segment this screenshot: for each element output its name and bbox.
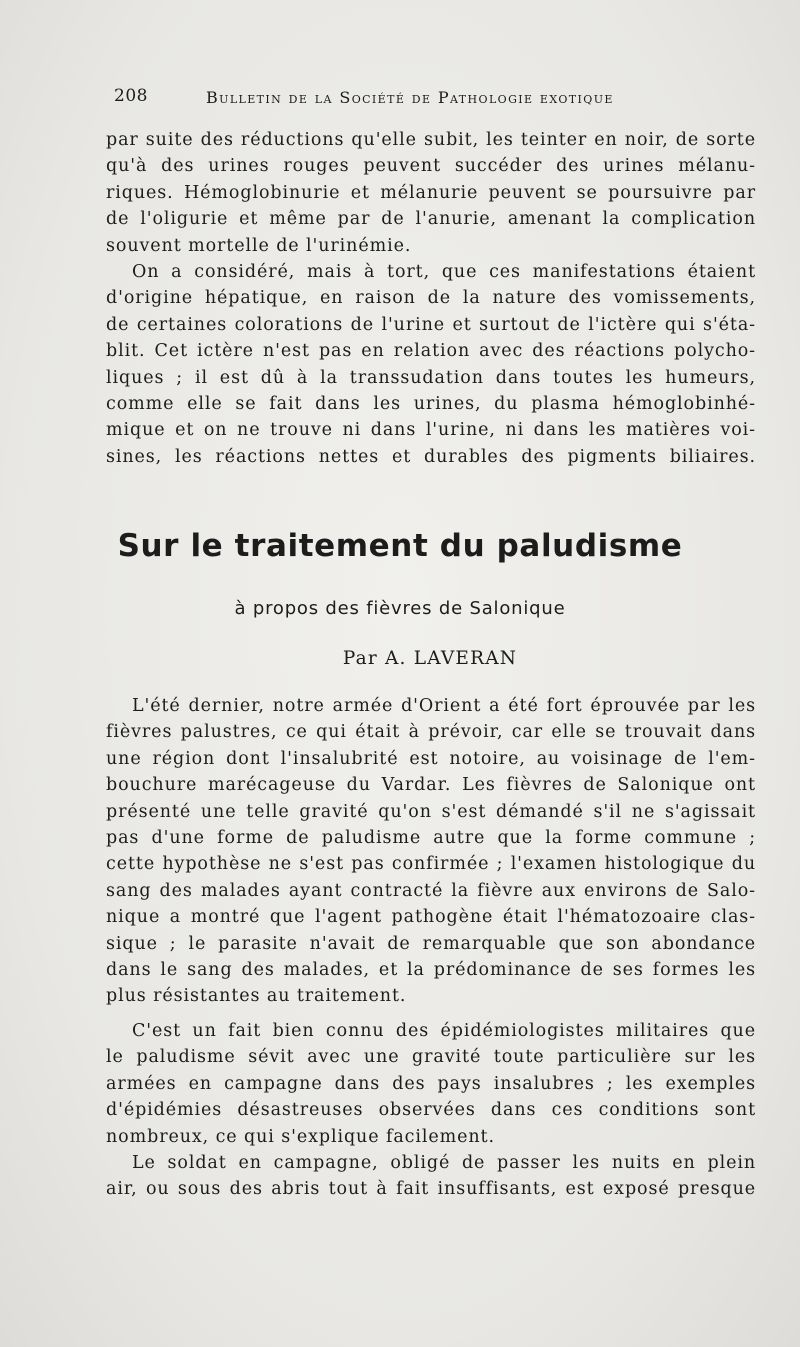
text-line: pas d'une forme de paludisme autre que la forme commune ; — [106, 827, 756, 848]
paragraph-article-2 — [106, 1018, 756, 1150]
text-line: de l'oligurie et même par de l'anurie, amenant la complication — [106, 209, 756, 230]
page-number: 208 — [114, 86, 148, 106]
text-line: L'été dernier, notre armée d'Orient a été fort éprouvée par les — [132, 696, 756, 716]
text-line: nique a montré que l'agent pathogène était l'hématozoaire clas- — [106, 907, 756, 928]
text-line: armées en campagne dans des pays insalubres ; les exemples — [106, 1073, 756, 1094]
text-line: riques. Hémoglobinurie et mélanurie peuvent se poursuivre par — [106, 182, 756, 203]
text-line: d'origine hépatique, en raison de la nature des vomissements, — [106, 288, 756, 309]
running-head — [114, 86, 674, 110]
text-line: nombreux, ce qui s'explique facilement. — [106, 1126, 495, 1147]
text-line: le paludisme sévit avec une gravité toute particulière sur les — [106, 1047, 756, 1068]
article-subtitle: à propos des fièvres de Salonique — [234, 598, 566, 619]
text-line: Le soldat en campagne, obligé de passer les nuits en plein — [132, 1153, 756, 1173]
text-line: comme elle se fait dans les urines, du plasma hémoglobinhé- — [106, 393, 756, 414]
text-line: qu'à des urines rouges peuvent succéder des urines mélanu- — [106, 156, 756, 177]
text-line: présenté une telle gravité qu'on s'est démandé s'il ne s'agissait — [106, 801, 756, 822]
text-line: C'est un fait bien connu des épidémiologistes militaires que — [132, 1021, 756, 1041]
text-line: dans le sang des malades, et la prédominance de ses formes les — [106, 959, 756, 980]
text-line: bouchure marécageuse du Vardar. Les fièvres de Salonique ont — [106, 775, 756, 796]
text-line: sique ; le parasite n'avait de remarquable que son abondance — [106, 933, 756, 954]
text-line: mique et on ne trouve ni dans l'urine, ni dans les matières voi- — [106, 420, 756, 441]
text-line: liques ; il est dû à la transsudation dans toutes les humeurs, — [106, 367, 756, 388]
article-title: Sur le traitement du paludisme — [117, 528, 683, 564]
paragraph-previous-1 — [106, 127, 756, 259]
article-author: Par A. LAVERAN — [342, 648, 518, 669]
text-line: par suite des réductions qu'elle subit, les teinter en noir, de sorte — [106, 130, 756, 150]
text-line: air, ou sous des abris tout à fait insuffisants, est exposé presque — [106, 1179, 756, 1200]
paragraph-article-3 — [106, 1150, 756, 1203]
text-line: sang des malades ayant contracté la fièvre aux environs de Salo- — [106, 880, 756, 901]
text-line: sines, les réactions nettes et durables des pigments biliaires. — [106, 446, 756, 467]
text-line: fièvres palustres, ce qui était à prévoir, car elle se trouvait dans — [106, 722, 756, 743]
paragraph-previous-2 — [106, 259, 756, 470]
text-line: une région dont l'insalubrité est notoire, au voisinage de l'em- — [106, 748, 756, 769]
journal-title: Bulletin de la Société de Pathologie exotique — [206, 88, 614, 107]
text-line: souvent mortelle de l'urinémie. — [106, 235, 412, 256]
paragraph-article-1 — [106, 693, 756, 1010]
text-line: cette hypothèse ne s'est pas confirmée ; l'examen histologique du — [106, 854, 756, 875]
text-line: d'épidémies désastreuses observées dans ces conditions sont — [106, 1100, 756, 1121]
text-line: de certaines colorations de l'urine et surtout de l'ictère qui s'éta- — [106, 314, 756, 335]
text-line: blit. Cet ictère n'est pas en relation avec des réactions polycho- — [106, 341, 756, 362]
text-line: plus résistantes au traitement. — [106, 986, 407, 1007]
text-line: On a considéré, mais à tort, que ces manifestations étaient — [132, 262, 756, 282]
